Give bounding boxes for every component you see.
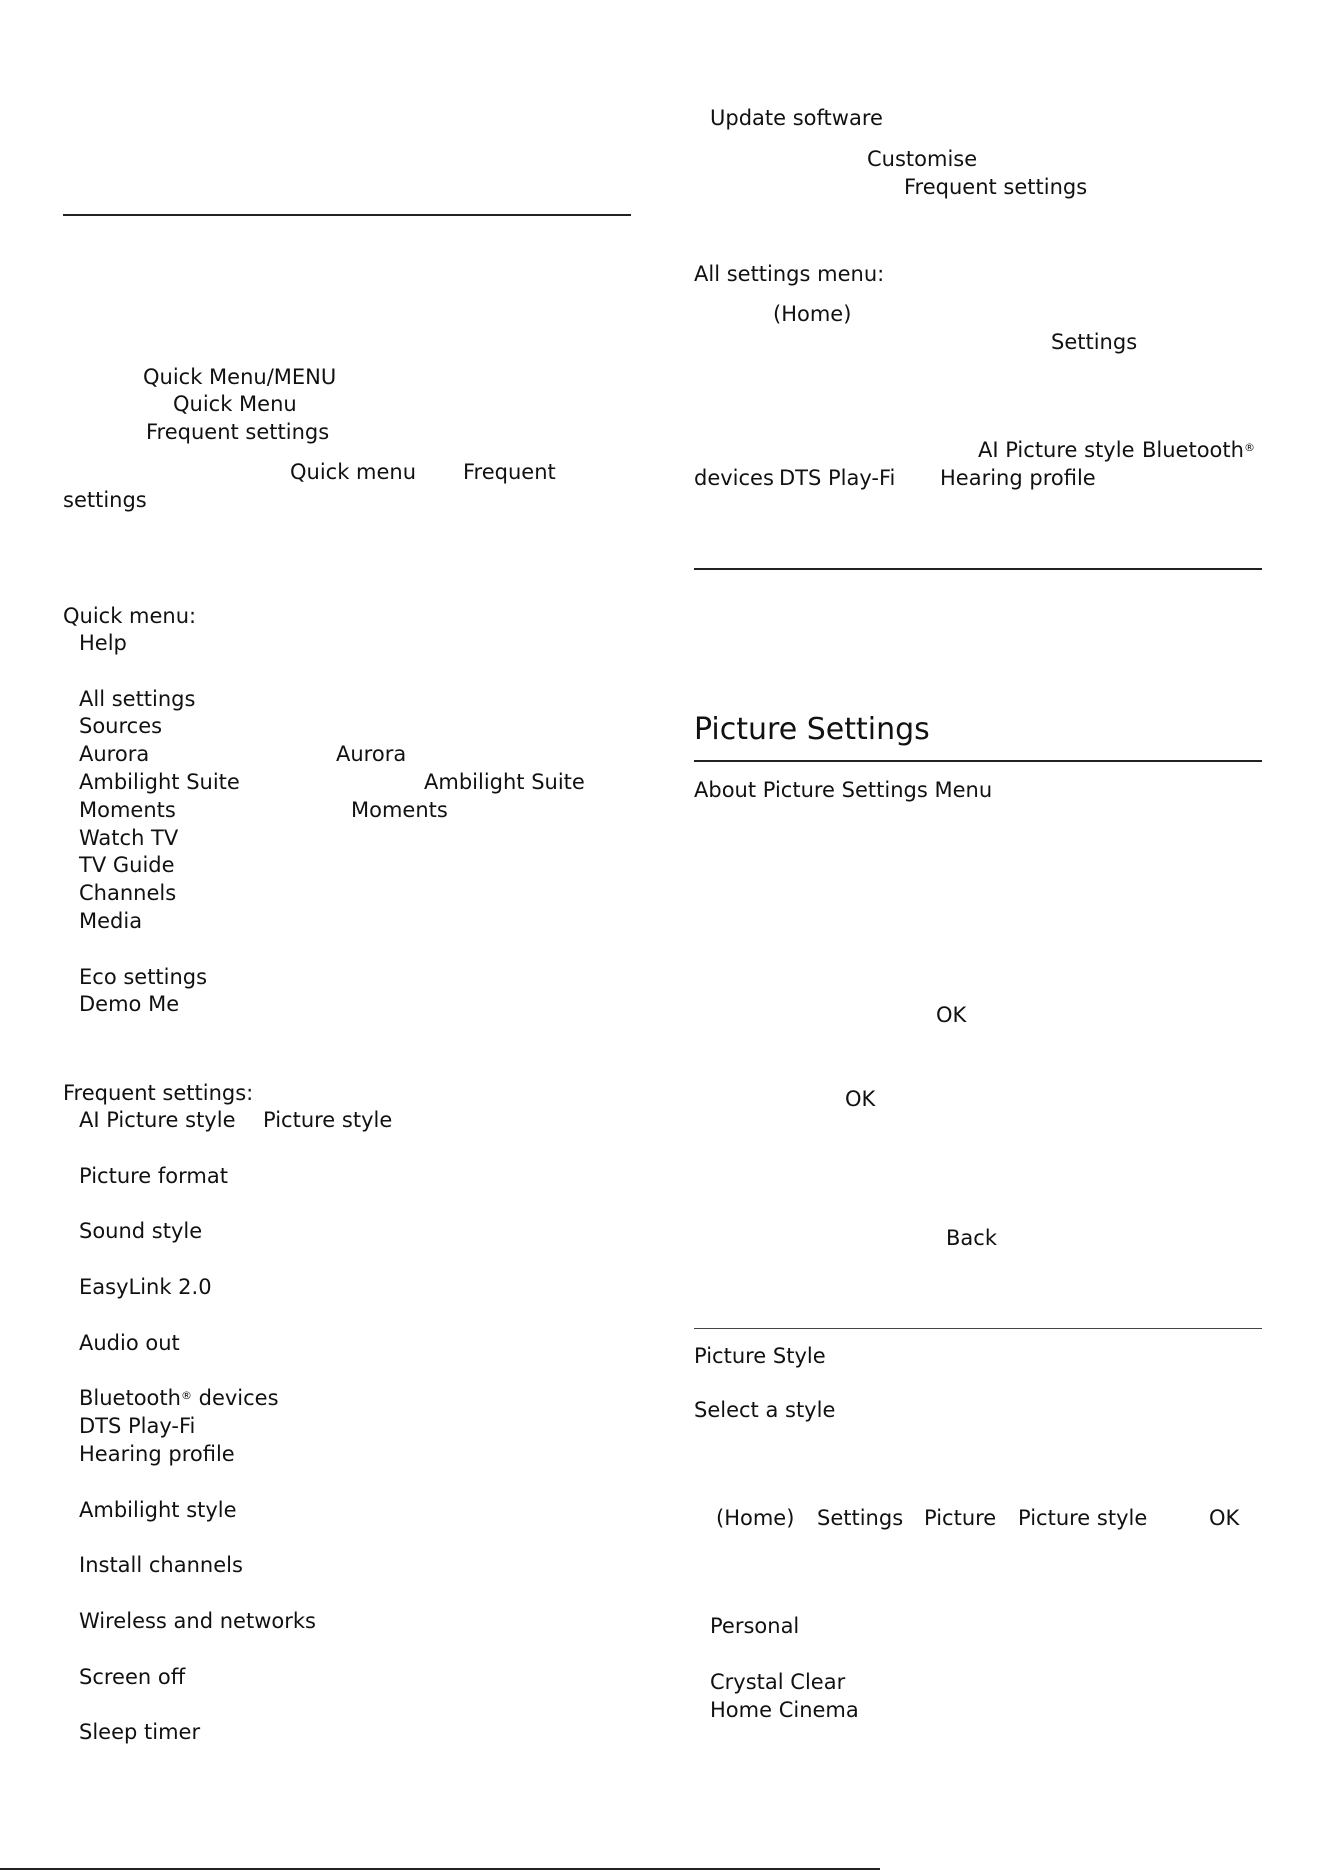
quick-menu-moments-ref: Moments — [351, 798, 448, 822]
quick-menu-item-tv-guide: TV Guide — [79, 853, 175, 877]
ai-picture-style-ref: AI Picture style — [978, 438, 1135, 462]
registered-mark: ® — [180, 1389, 192, 1402]
frequent-item-dts-play-fi: DTS Play-Fi — [79, 1414, 196, 1438]
quick-menu-item-demo-me: Demo Me — [79, 992, 180, 1016]
section-title-rule — [694, 760, 1262, 762]
path-settings: Settings — [817, 1506, 904, 1530]
settings-ref: settings — [63, 488, 147, 512]
frequent-item-wireless-networks: Wireless and networks — [79, 1609, 316, 1633]
customise-label: Customise — [867, 147, 978, 171]
quick-menu-item-help: Help — [79, 631, 127, 655]
path-ok: OK — [1209, 1506, 1240, 1530]
quick-menu-item-all-settings: All settings — [79, 687, 196, 711]
quick-menu-item-watch-tv: Watch TV — [79, 826, 179, 850]
registered-mark-right: ® — [1243, 441, 1255, 454]
path-home: (Home) — [716, 1506, 795, 1530]
devices-ref: devices — [694, 466, 774, 490]
about-picture-settings-heading: About Picture Settings Menu — [694, 778, 993, 802]
style-crystal-clear: Crystal Clear — [710, 1670, 846, 1694]
frequent-item-ai-picture-style: AI Picture style — [79, 1108, 236, 1132]
all-settings-heading: All settings menu: — [694, 262, 885, 286]
left-top-rule — [63, 214, 631, 216]
dts-play-fi-ref: DTS Play-Fi — [779, 466, 896, 490]
update-software-label: Update software — [710, 106, 883, 130]
path-picture-style: Picture style — [1018, 1506, 1148, 1530]
frequent-item-easylink: EasyLink 2.0 — [79, 1275, 212, 1299]
style-home-cinema: Home Cinema — [710, 1698, 859, 1722]
quick-menu-item-media: Media — [79, 909, 143, 933]
quick-menu-label: Quick Menu — [173, 392, 297, 416]
frequent-settings-heading: Frequent settings: — [63, 1081, 254, 1105]
bluetooth-ref — [1142, 437, 1255, 463]
frequent-item-sound-style: Sound style — [79, 1219, 203, 1243]
frequent-item-bluetooth-devices — [79, 1385, 279, 1411]
hearing-profile-ref: Hearing profile — [940, 466, 1096, 490]
frequent-item-ambilight-style: Ambilight style — [79, 1498, 237, 1522]
ok-label-2: OK — [845, 1087, 876, 1111]
frequent-settings-ref: Frequent settings — [904, 175, 1088, 199]
select-style-heading: Select a style — [694, 1398, 836, 1422]
frequent-item-audio-out: Audio out — [79, 1331, 180, 1355]
bluetooth-ref-text: Bluetooth — [1142, 438, 1244, 462]
frequent-item-screen-off: Screen off — [79, 1665, 186, 1689]
frequent-ref: Frequent — [463, 460, 556, 484]
devices-text: devices — [191, 1386, 279, 1410]
back-label: Back — [946, 1226, 997, 1250]
quick-menu-aurora-ref: Aurora — [336, 742, 407, 766]
ok-label-1: OK — [936, 1003, 967, 1027]
quick-menu-item-moments: Moments — [79, 798, 176, 822]
frequent-item-picture-format: Picture format — [79, 1164, 228, 1188]
frequent-settings-label: Frequent settings — [146, 420, 330, 444]
settings-label: Settings — [1051, 330, 1138, 354]
quick-menu-ref: Quick menu — [290, 460, 417, 484]
quick-menu-item-channels: Channels — [79, 881, 177, 905]
frequent-item-hearing-profile: Hearing profile — [79, 1442, 235, 1466]
quick-menu-heading: Quick menu: — [63, 604, 197, 628]
picture-style-rule — [694, 1328, 1262, 1329]
footer-rule — [0, 1868, 880, 1870]
section-title: Picture Settings — [694, 712, 930, 747]
frequent-picture-style-ref: Picture style — [263, 1108, 393, 1132]
frequent-item-sleep-timer: Sleep timer — [79, 1720, 201, 1744]
path-picture: Picture — [924, 1506, 997, 1530]
home-label: (Home) — [773, 302, 852, 326]
bluetooth-text: Bluetooth — [79, 1386, 181, 1410]
quick-menu-item-ambilight-suite: Ambilight Suite — [79, 770, 240, 794]
quick-menu-item-aurora: Aurora — [79, 742, 150, 766]
quick-menu-ambilight-suite-ref: Ambilight Suite — [424, 770, 585, 794]
frequent-item-install-channels: Install channels — [79, 1553, 243, 1577]
quick-menu-item-eco-settings: Eco settings — [79, 965, 208, 989]
quick-menu-item-sources: Sources — [79, 714, 163, 738]
picture-style-heading: Picture Style — [694, 1344, 826, 1368]
right-upper-rule — [694, 568, 1262, 570]
quick-menu-menu-label: Quick Menu/MENU — [143, 365, 337, 389]
style-personal: Personal — [710, 1614, 800, 1638]
